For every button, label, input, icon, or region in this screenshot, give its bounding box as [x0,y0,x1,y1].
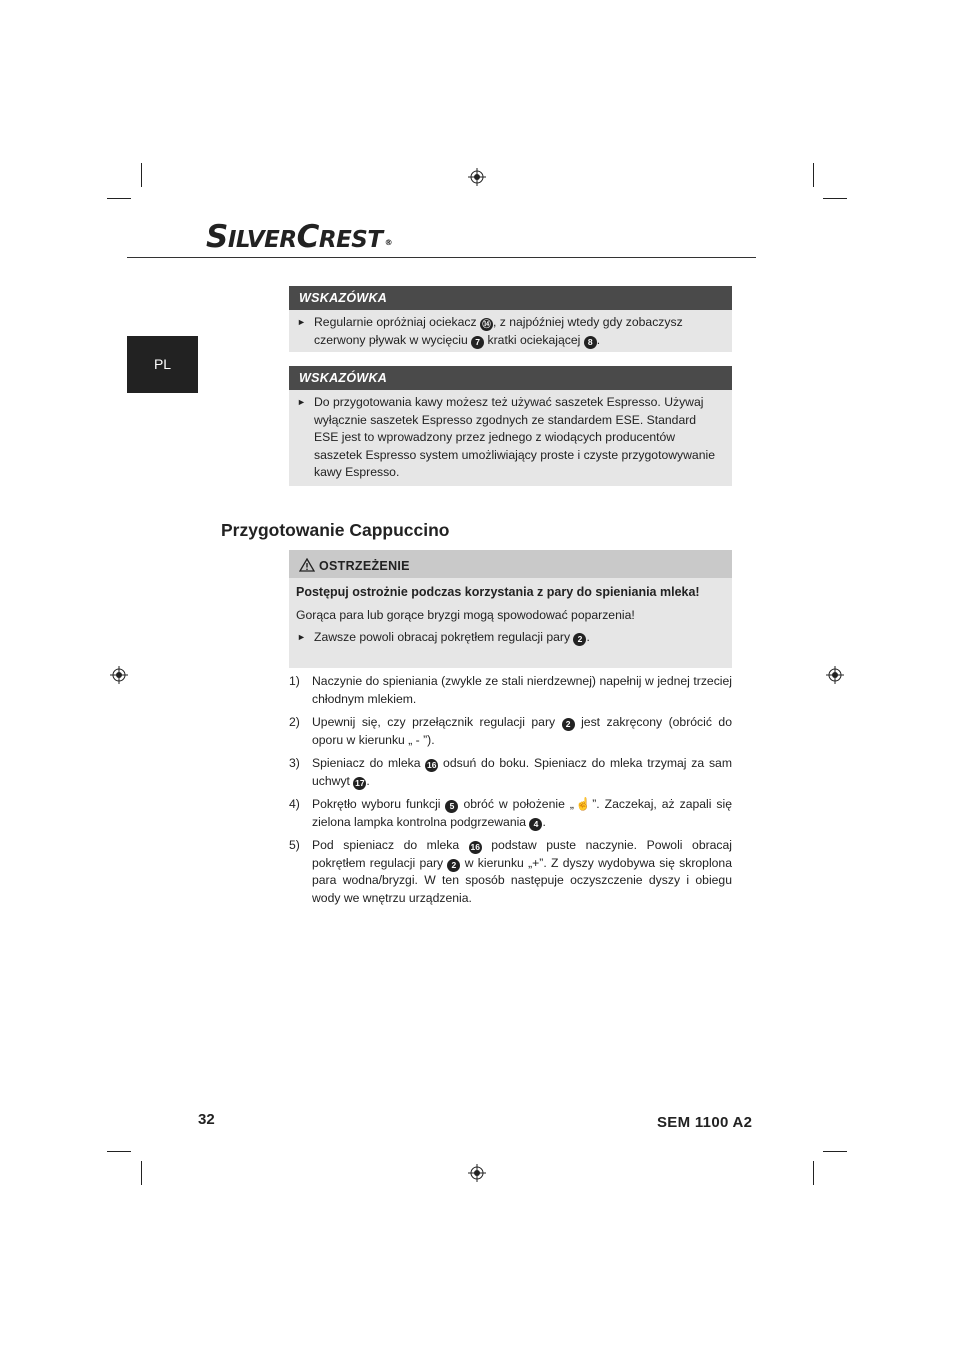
page-number: 32 [198,1111,215,1128]
warning-bullet [289,624,732,650]
step-label: 1) [289,674,300,688]
warning-heading [289,550,732,578]
note-bullet [289,390,732,486]
step-text: Pod spieniacz do mleka 16 podstaw puste naczynie. Powoli obracaj pokrętłem regulacji pary 2 w kierunku „+”. Z dyszy wydobywa się skroplona para wodna/bryzgi. W ten sposób następuje oczyszczenie dyszy i obiegu wody we wnętrzu urządzenia. [312,838,733,905]
silvercrest-logo: SILVERCREST ® [206,219,393,255]
reference-number-icon: 2 [573,633,586,646]
reference-number-icon: 17 [355,777,365,788]
crop-mark [141,163,142,187]
step-text: Pokrętło wyboru funkcji 5 obróć w położenie „☝”. Zaczekaj, aż zapali się zielona lampka kontrolna podgrzewania 4 . [312,797,733,829]
note-bullet [289,310,732,352]
registration-mark-icon [468,168,486,186]
crop-mark [813,163,814,187]
step-item [289,673,732,708]
language-tab: PL [127,336,198,393]
crop-mark [141,1161,142,1185]
step-item [289,796,732,831]
warning-heading-text: OSTRZEŻENIE [319,559,410,573]
reference-number-icon: ⑭ [480,318,493,331]
note-bullet-text: Do przygotowania kawy możesz też używać saszetek Espresso. Używaj wyłącznie saszetek Espresso zgodnych ze standardem ESE. Standard ESE jest to wprowadzony przez jednego z wiodących producentów saszetek Espresso system umożliwiający proste i czyste przygotowywanie kawy Espresso. [314,395,715,479]
steps-list [289,673,732,913]
step-item [289,837,732,907]
crop-mark [823,198,847,199]
reference-number-icon: 8 [584,336,597,349]
step-label: 5) [289,838,300,852]
crop-mark [813,1161,814,1185]
header-rule [127,257,756,258]
warning-bullet-text: Zawsze powoli obracaj pokrętłem regulacji pary 2 . [314,630,590,644]
step-text: Upewnij się, czy przełącznik regulacji pary 2 jest zakręcony (obrócić do oporu w kierunku „ - ”). [312,715,732,747]
registration-mark-icon [468,1164,486,1182]
note-heading: WSKAZÓWKA [289,286,732,310]
step-label: 2) [289,715,300,729]
step-item [289,714,732,749]
step-label: 3) [289,756,300,770]
reference-number-icon: 7 [471,336,484,349]
arrow-right-icon: ► [297,632,306,642]
crop-mark [107,198,131,199]
reference-number-icon: 16 [427,760,437,770]
crop-mark [823,1151,847,1152]
warning-triangle-icon [299,558,315,572]
note-box [289,366,732,486]
note-bullet-text: Regularnie opróżniaj ociekacz ⑭ , z najpóźniej wtedy gdy zobaczysz czerwony pływak w wycięciu 7 kratki ociekającej 8 . [314,315,683,347]
warning-text: Gorąca para lub gorące bryzgi mogą spowodować poparzenia! [296,608,635,622]
registration-mark-icon [826,666,844,684]
arrow-right-icon: ► [297,317,306,327]
warning-bold-text: Postępuj ostrożnie podczas korzystania z pary do spieniania mleka! [296,585,700,599]
warning-box [289,550,732,668]
step-text: Naczynie do spieniania (zwykle ze stali nierdzewnej) napełnij w jednej trzeciej chłodnym mlekiem. [312,674,732,706]
crop-mark [107,1151,131,1152]
step-item [289,755,732,790]
note-heading: WSKAZÓWKA [289,366,732,390]
arrow-right-icon: ► [297,397,306,407]
model-number: SEM 1100 A2 [657,1114,753,1131]
step-label: 4) [289,797,300,811]
section-title: Przygotowanie Cappuccino [221,520,450,540]
step-text: Spieniacz do mleka 16 odsuń do boku. Spieniacz do mleka trzymaj za sam uchwyt 17 . [312,756,732,788]
reference-number-icon: 2 [447,859,460,872]
reference-number-icon: 4 [529,818,542,831]
registration-mark-icon [110,666,128,684]
note-box [289,286,732,352]
reference-number-icon: 2 [562,718,575,731]
reference-number-icon: 5 [445,800,458,813]
reference-number-icon: 16 [470,842,480,852]
